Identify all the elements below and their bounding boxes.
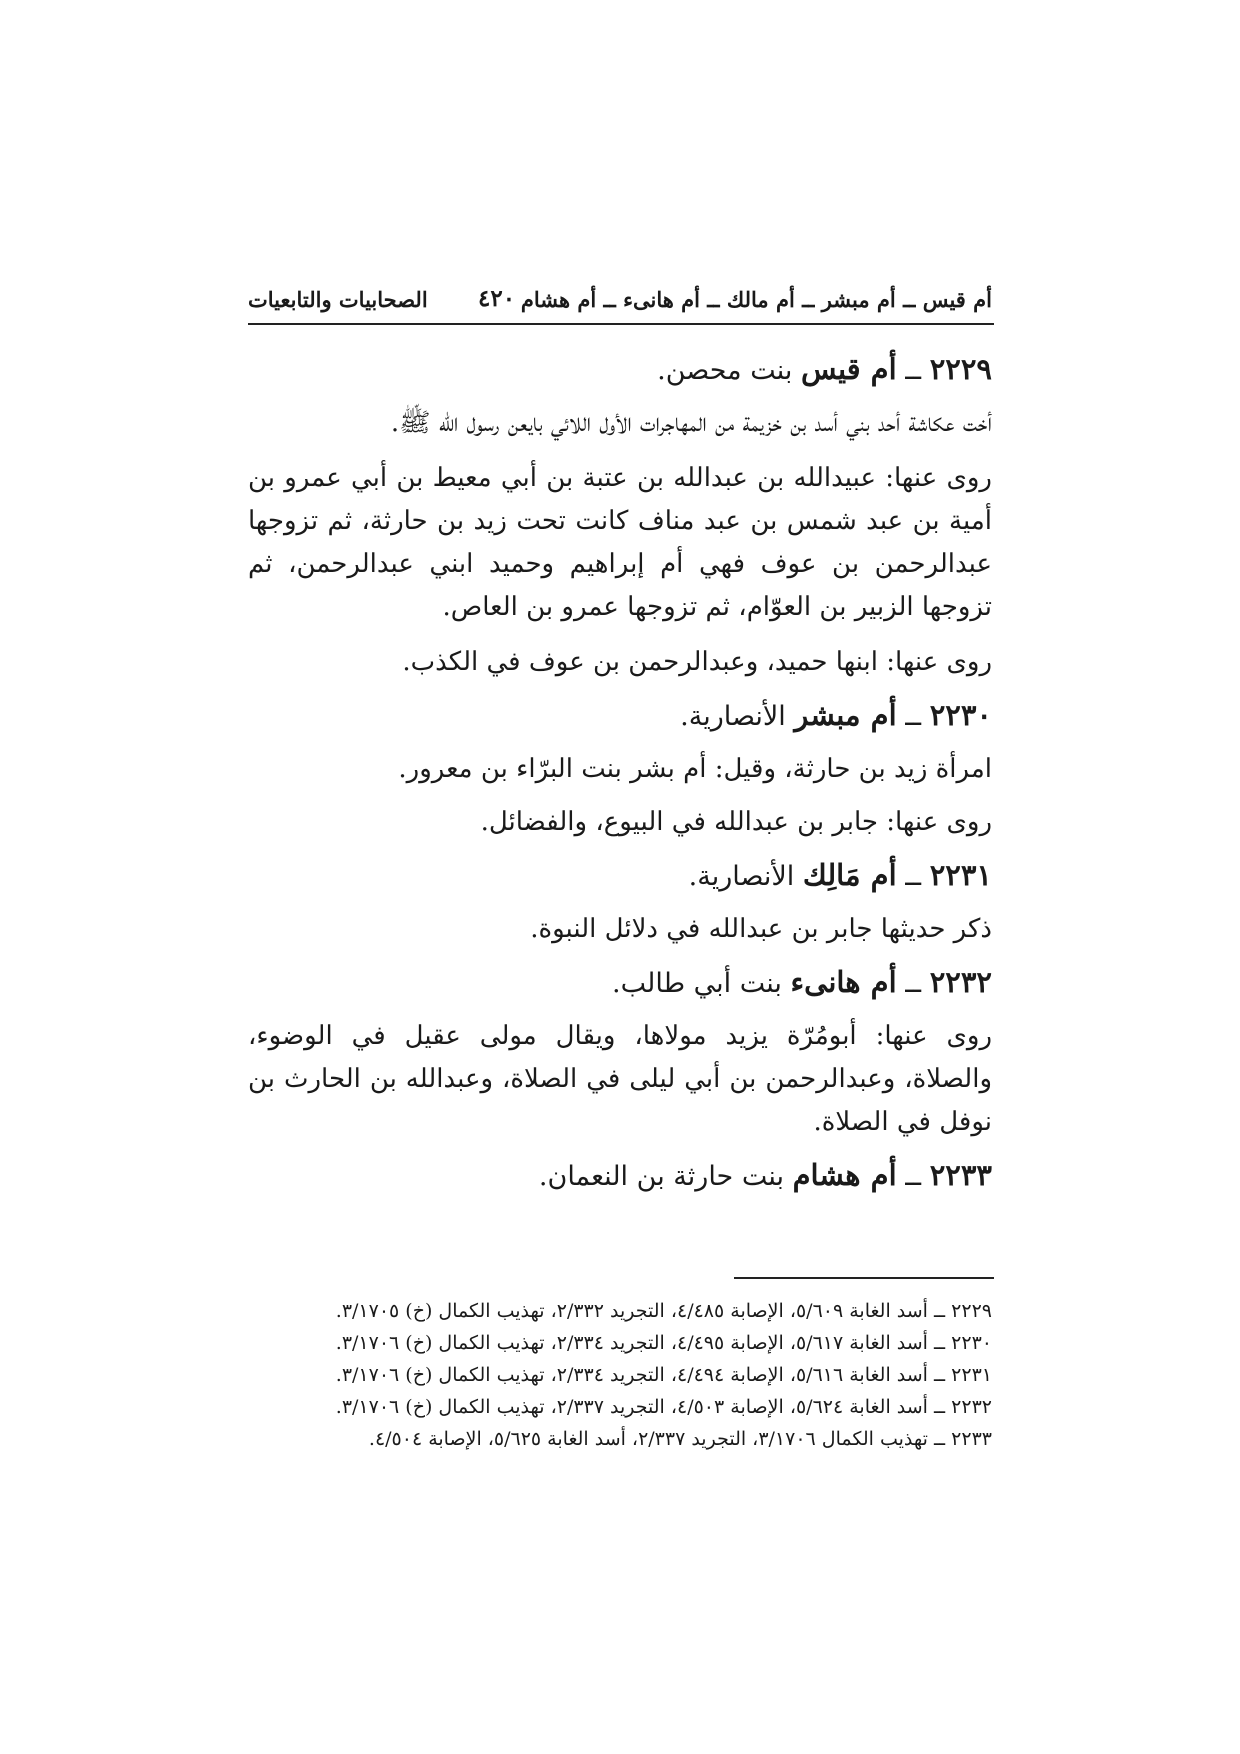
footnotes [248, 1295, 992, 1455]
entry-name: أم هشام [792, 1158, 897, 1192]
paragraph: ذكر حديثها جابر بن عبدالله في دلائل النبوة. [530, 914, 992, 944]
main-text [248, 342, 992, 1208]
paragraph: امرأة زيد بن حارثة، وقيل: أم بشر بنت البرّاء بن معرور. [398, 754, 992, 784]
entry-number: ٢٢٣١ [929, 858, 992, 892]
paragraph: روى عنها: جابر بن عبدالله في البيوع، والفضائل. [480, 807, 992, 837]
entry-name: أم قيس [800, 352, 897, 386]
entry-rest: بنت أبي طالب. [612, 968, 782, 999]
entry-heading [248, 694, 992, 738]
entry-dash: ــ [905, 861, 922, 892]
entry-dash: ــ [905, 701, 922, 732]
paragraph: روى عنها: عبيدالله بن عبدالله بن عتبة بن أبي معيط بن أبي عمرو بن أمية بن عبد شمس بن عبد مناف كانت تحت زيد بن حارثة، ثم تزوجها عبدالرحمن بن عوف فهي أم إبراهيم وحميد ابني عبدالرحمن، ثم تزوجها الزبير بن العوّام، ثم تزوجها عمرو بن العاص. [248, 463, 992, 622]
entry-rest: الأنصارية. [688, 861, 795, 892]
entry-heading [248, 854, 992, 898]
entry-heading [248, 348, 992, 392]
entry-number: ٢٢٣٠ [929, 698, 992, 732]
entry-name: أم مَالِك [802, 858, 897, 892]
entry-name: أم مبشر [794, 698, 897, 732]
header-rule [248, 323, 994, 325]
footnote: ٢٢٣٢ ــ أسد الغابة ٥/٦٢٤، الإصابة ٤/٥٠٣، التجريد ٢/٣٣٧، تهذيب الكمال (خ) ٣/١٧٠٦. [335, 1396, 992, 1418]
entry-number: ٢٢٢٩ [929, 352, 992, 386]
entry-rest: بنت حارثة بن النعمان. [538, 1161, 784, 1192]
entry-heading [248, 961, 992, 1005]
paragraph: أخت عكاشة أحد بني أسد بن خزيمة من المهاجرات الأول اللائي بايعن رسول الله ﷺ. [390, 408, 992, 438]
paragraph: روى عنها: ابنها حميد، وعبدالرحمن بن عوف في الكذب. [402, 647, 992, 677]
running-title: أم قيس ــ أم مبشر ــ أم مالك ــ أم هانىء ــ أم هشام [520, 287, 992, 312]
entry-rest: بنت محصن. [657, 355, 793, 386]
page-header [248, 283, 992, 323]
book-title: الصحابيات والتابعيات [248, 287, 428, 312]
footnote: ٢٢٣٣ ــ تهذيب الكمال ٣/١٧٠٦، التجريد ٢/٣٣٧، أسد الغابة ٥/٦٢٥، الإصابة ٤/٥٠٤. [368, 1428, 992, 1450]
entry-number: ٢٢٣٢ [929, 965, 992, 999]
entry-dash: ــ [905, 968, 922, 999]
footnote: ٢٢٣٠ ــ أسد الغابة ٥/٦١٧، الإصابة ٤/٤٩٥، التجريد ٢/٣٣٤، تهذيب الكمال (خ) ٣/١٧٠٦. [335, 1332, 992, 1354]
entry-dash: ــ [905, 355, 922, 386]
page-number: ٤٢٠ [478, 285, 516, 312]
footnote: ٢٢٣١ ــ أسد الغابة ٥/٦١٦، الإصابة ٤/٤٩٤، التجريد ٢/٣٣٤، تهذيب الكمال (خ) ٣/١٧٠٦. [335, 1364, 992, 1386]
entry-heading [248, 1154, 992, 1198]
footnote: ٢٢٢٩ ــ أسد الغابة ٥/٦٠٩، الإصابة ٤/٤٨٥، التجريد ٢/٣٣٢، تهذيب الكمال (خ) ٣/١٧٠٥. [335, 1300, 992, 1322]
entry-number: ٢٢٣٣ [929, 1158, 992, 1192]
entry-rest: الأنصارية. [680, 701, 786, 732]
footnote-rule [734, 1277, 994, 1279]
entry-dash: ــ [905, 1161, 922, 1192]
entry-name: أم هانىء [790, 965, 897, 999]
paragraph: روى عنها: أبومُرّة يزيد مولاها، ويقال مولى عقيل في الوضوء، والصلاة، وعبدالرحمن بن أبي ليلى في الصلاة، وعبدالله بن الحارث بن نوفل في الصلاة. [248, 1021, 992, 1137]
